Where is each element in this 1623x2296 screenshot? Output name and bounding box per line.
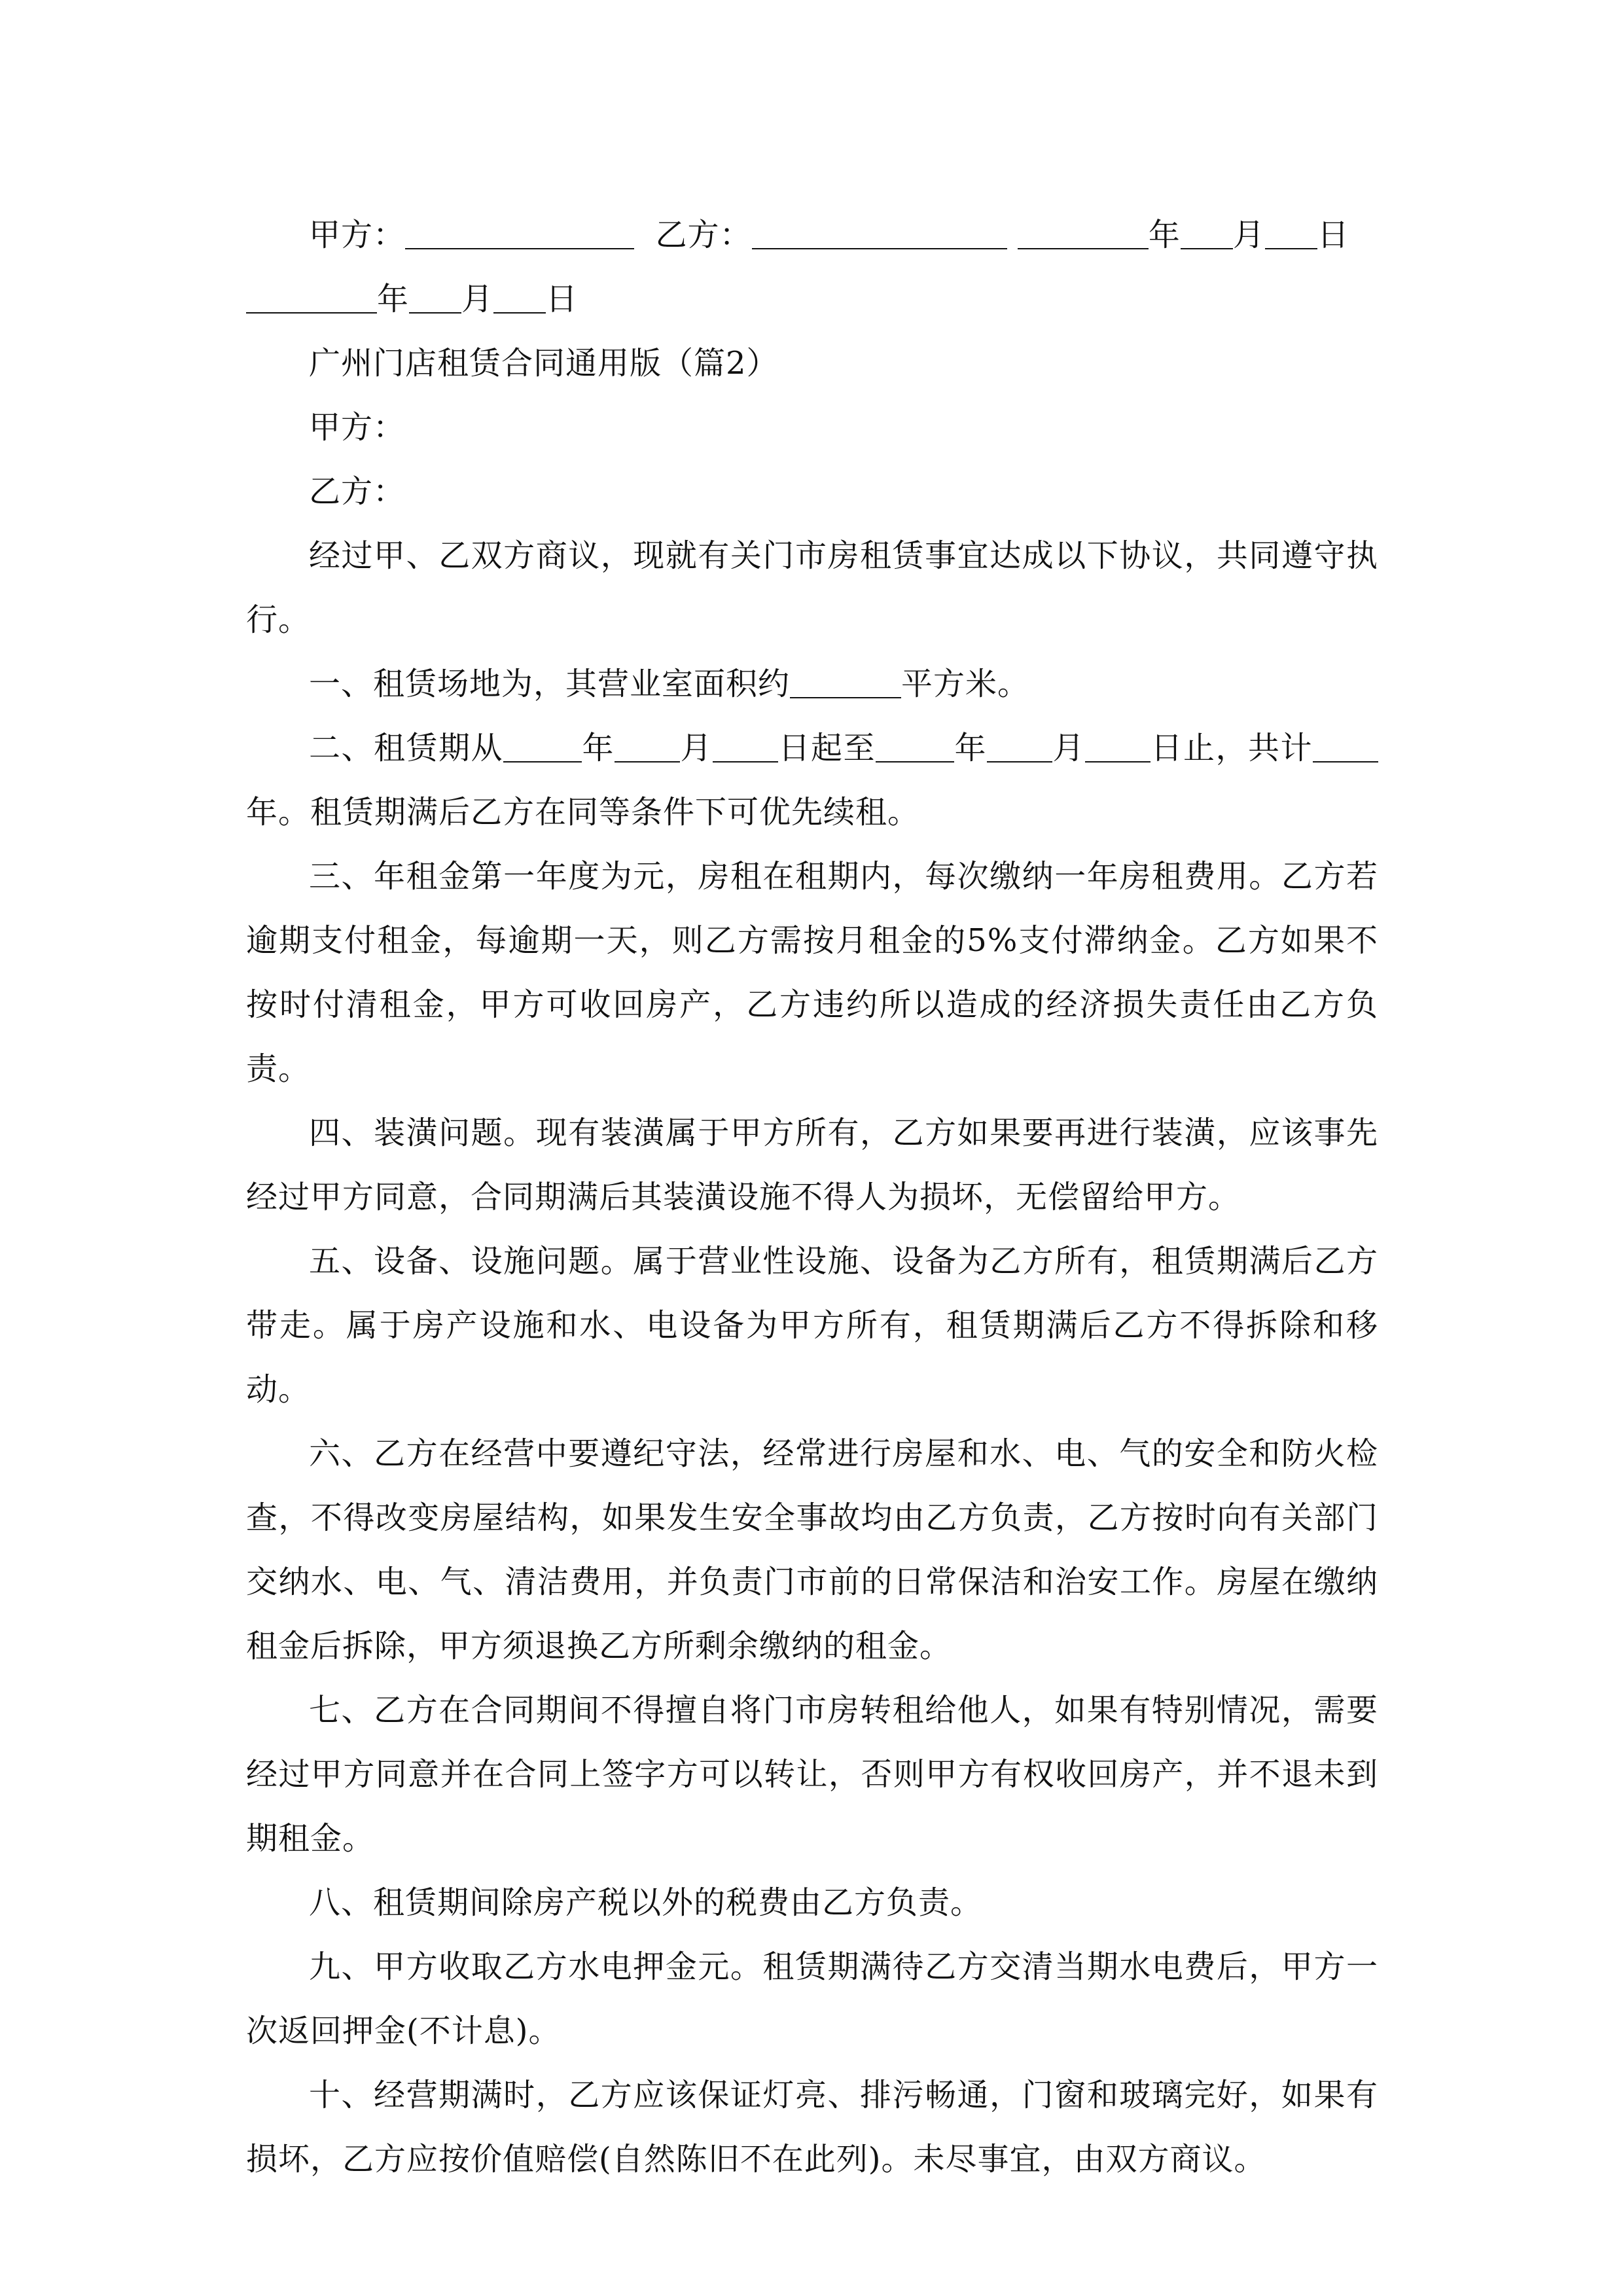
clause-9: 九、甲方收取乙方水电押金元。租赁期满待乙方交清当期水电费后，甲方一次返回押金(不计息)。 [246, 1948, 1378, 2049]
date-year-label: 年 [1148, 217, 1181, 253]
clause-4: 四、装潢问题。现有装潢属于甲方所有，乙方如果要再进行装潢，应该事先经过甲方同意，合同期满后其装潢设施不得人为损坏，无偿留给甲方。 [246, 1115, 1378, 1215]
document-title: 广州门店租赁合同通用版（篇2） [309, 345, 779, 382]
clause-5: 五、设备、设施问题。属于营业性设施、设备为乙方所有，租赁期满后乙方带走。属于房产设施和水、电设备为甲方所有，租赁期满后乙方不得拆除和移动。 [246, 1243, 1378, 1408]
date2-day-label: 日 [546, 281, 579, 317]
clause-8: 八、租赁期间除房产税以外的税费由乙方负责。 [309, 1884, 983, 1921]
date-day-blank [1265, 217, 1317, 249]
date-month-label: 月 [1232, 217, 1265, 253]
date2-year-label: 年 [377, 281, 410, 317]
party-a-signature-blank [405, 217, 634, 249]
clause-2 [246, 716, 1378, 844]
end-month-label: 月 [1052, 730, 1085, 766]
clause-3: 三、年租金第一年度为元，房租在租期内，每次缴纳一年房租费用。乙方若逾期支付租金，每逾期一天，则乙方需按月租金的5%支付滞纳金。乙方如果不按时付清租金，甲方可收回房产，乙方违约所以造成的经济损失责任由乙方负责。 [246, 858, 1378, 1087]
start-year-blank [503, 730, 582, 762]
start-month-label: 月 [679, 730, 713, 766]
date-year-blank [1018, 217, 1149, 249]
clause-1-unit: 平方米。 [901, 666, 1030, 702]
clause-10: 十、经营期满时，乙方应该保证灯亮、排污畅通，门窗和玻璃完好，如果有损坏，乙方应按价值赔偿(自然陈旧不在此列)。未尽事宜，由双方商议。 [246, 2077, 1378, 2178]
end-day-label: 日止，共计 [1150, 730, 1313, 766]
total-years-blank [1313, 730, 1378, 762]
start-day-label: 日起至 [777, 730, 876, 766]
date-month-blank [1181, 217, 1233, 249]
clause-2-tail: 年。租赁期满后乙方在同等条件下可优先续租。 [246, 794, 920, 831]
signature-line-1 [246, 203, 1378, 267]
start-day-blank [713, 730, 778, 762]
start-year-label: 年 [581, 730, 615, 766]
clause-6: 六、乙方在经营中要遵纪守法，经常进行房屋和水、电、气的安全和防火检查，不得改变房屋结构，如果发生安全事故均由乙方负责，乙方按时向有关部门交纳水、电、气、清洁费用，并负责门市前的日常保洁和治安工作。房屋在缴纳租金后拆除，甲方须退换乙方所剩余缴纳的租金。 [246, 1435, 1378, 1664]
end-day-blank [1085, 730, 1150, 762]
clause-2-text: 二、租赁期从 [309, 730, 503, 766]
clause-7: 七、乙方在合同期间不得擅自将门市房转租给他人，如果有特别情况，需要经过甲方同意并在合同上签字方可以转让，否则甲方有权收回房产，并不退未到期租金。 [246, 1692, 1378, 1857]
intro-paragraph: 经过甲、乙双方商议，现就有关门市房租赁事宜达成以下协议，共同遵守执行。 [246, 537, 1378, 638]
clause-1 [246, 652, 1378, 716]
date2-month-label: 月 [461, 281, 494, 317]
date2-month-blank [409, 281, 461, 314]
clause-1-text: 一、租赁场地为，其营业室面积约 [309, 666, 791, 702]
end-year-blank [876, 730, 954, 762]
party-b-signature-blank [752, 217, 1007, 249]
signature-party-b-label: 乙方： [655, 217, 752, 253]
date2-year-blank [246, 281, 377, 314]
party-b-line: 乙方： [309, 473, 406, 510]
document-body [246, 203, 1378, 2191]
end-month-blank [987, 730, 1052, 762]
party-a-line: 甲方： [309, 409, 406, 446]
signature-line-2 [246, 267, 1378, 331]
date-day-label: 日 [1317, 217, 1349, 253]
area-blank [790, 666, 901, 698]
date2-day-blank [493, 281, 546, 314]
signature-party-a-label: 甲方： [309, 217, 406, 253]
end-year-label: 年 [954, 730, 987, 766]
start-month-blank [615, 730, 680, 762]
